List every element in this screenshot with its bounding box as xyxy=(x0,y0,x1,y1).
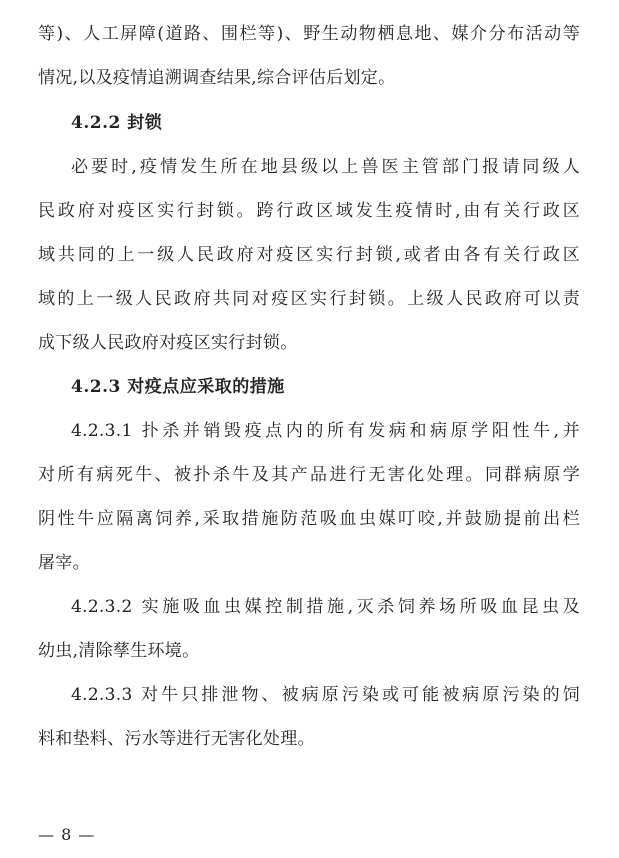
body-text-line: 幼虫,清除孳生环境。 xyxy=(38,641,200,661)
body-text-line: 必要时,疫情发生所在地县级以上兽医主管部门报请同级人 xyxy=(71,157,580,177)
section-heading-4-2-2: 4.2.2 封锁 xyxy=(71,113,163,133)
section-heading-4-2-3: 4.2.3 对疫点应采取的措施 xyxy=(71,377,285,397)
body-text-line: 等)、人工屏障(道路、围栏等)、野生动物栖息地、媒介分布活动等 xyxy=(38,24,580,44)
page-number: — 8 — xyxy=(38,825,96,844)
body-text-line: 民政府对疫区实行封锁。跨行政区域发生疫情时,由有关行政区 xyxy=(38,201,580,221)
body-text-line: 域共同的上一级人民政府对疫区实行封锁,或者由各有关行政区 xyxy=(38,245,580,265)
body-text-line: 4.2.3.2 实施吸血虫媒控制措施,灭杀饲养场所吸血昆虫及 xyxy=(71,597,580,617)
body-text-line: 阴性牛应隔离饲养,采取措施防范吸血虫媒叮咬,并鼓励提前出栏 xyxy=(38,509,580,529)
body-text-line: 对所有病死牛、被扑杀牛及其产品进行无害化处理。同群病原学 xyxy=(38,465,580,485)
body-text-line: 域的上一级人民政府共同对疫区实行封锁。上级人民政府可以责 xyxy=(38,289,580,309)
body-text-line: 成下级人民政府对疫区实行封锁。 xyxy=(38,333,298,353)
body-text-line: 料和垫料、污水等进行无害化处理。 xyxy=(38,729,315,749)
body-text-line: 4.2.3.1 扑杀并销毁疫点内的所有发病和病原学阳性牛,并 xyxy=(71,421,580,441)
body-text-line: 情况,以及疫情追溯调查结果,综合评估后划定。 xyxy=(38,68,396,88)
body-text-line: 4.2.3.3 对牛只排泄物、被病原污染或可能被病原污染的饲 xyxy=(71,685,580,705)
body-text-line: 屠宰。 xyxy=(38,553,90,573)
